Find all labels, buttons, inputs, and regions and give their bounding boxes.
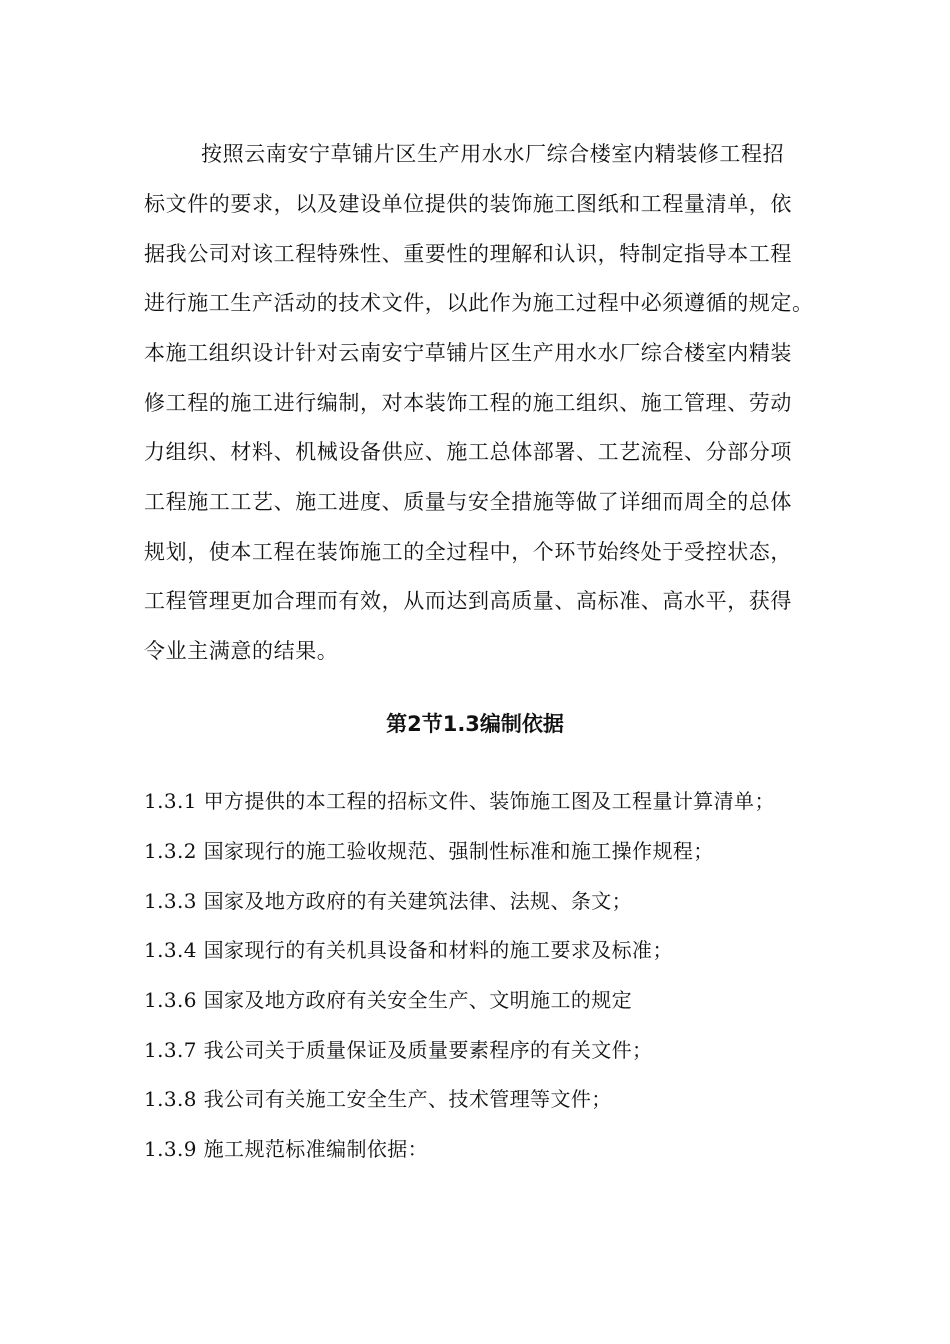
- basis-item: 1.3.4 国家现行的有关机具设备和材料的施工要求及标准；: [144, 938, 673, 962]
- intro-line: 按照云南安宁草铺片区生产用水水厂综合楼室内精装修工程招: [201, 142, 785, 166]
- intro-line: 工程施工工艺、施工进度、质量与安全措施等做了详细而周全的总体: [144, 490, 792, 514]
- basis-item: 1.3.7 我公司关于质量保证及质量要素程序的有关文件；: [144, 1038, 653, 1062]
- basis-item: 1.3.2 国家现行的施工验收规范、强制性标准和施工操作规程；: [144, 839, 714, 863]
- section-heading: 第2节1.3编制依据: [386, 712, 564, 736]
- intro-line: 据我公司对该工程特殊性、重要性的理解和认识，特制定指导本工程: [144, 242, 792, 266]
- intro-line: 标文件的要求，以及建设单位提供的装饰施工图纸和工程量清单，依: [144, 192, 792, 216]
- intro-line: 规划，使本工程在装饰施工的全过程中，个环节始终处于受控状态，: [144, 540, 792, 564]
- basis-item: 1.3.9 施工规范标准编制依据：: [144, 1137, 429, 1161]
- intro-line: 令业主满意的结果。: [144, 639, 339, 663]
- intro-line: 修工程的施工进行编制，对本装饰工程的施工组织、施工管理、劳动: [144, 391, 792, 415]
- intro-line: 力组织、材料、机械设备供应、施工总体部署、工艺流程、分部分项: [144, 440, 792, 464]
- basis-item: 1.3.8 我公司有关施工安全生产、技术管理等文件；: [144, 1087, 612, 1111]
- intro-line: 进行施工生产活动的技术文件，以此作为施工过程中必须遵循的规定。: [144, 291, 814, 315]
- intro-line: 本施工组织设计针对云南安宁草铺片区生产用水水厂综合楼室内精装: [144, 341, 792, 365]
- basis-item: 1.3.6 国家及地方政府有关安全生产、文明施工的规定: [144, 988, 633, 1012]
- intro-line: 工程管理更加合理而有效，从而达到高质量、高标准、高水平，获得: [144, 589, 792, 613]
- basis-item: 1.3.3 国家及地方政府的有关建筑法律、法规、条文；: [144, 889, 633, 913]
- basis-item: 1.3.1 甲方提供的本工程的招标文件、装饰施工图及工程量计算清单；: [144, 789, 775, 813]
